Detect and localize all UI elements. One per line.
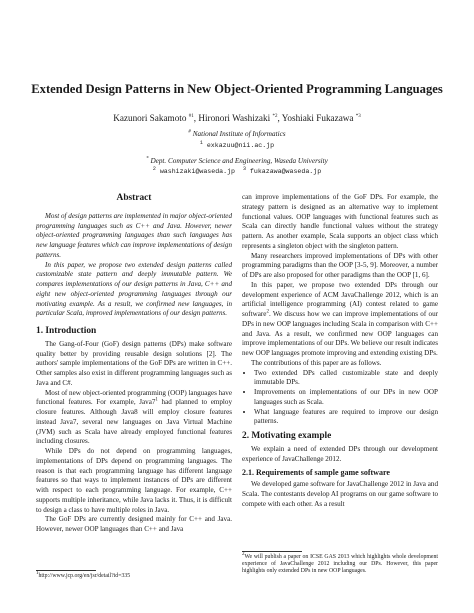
body-paragraph: While DPs do not depend on programming languages, implementations of DPs depend on programming languages. The reason is that each programming language has different language features so that ways to implement instances of DPs are different with respect to each programming language. For example, C++ supports multiple inheritance, while Java lacks it. Thus, it is difficult to design a class to have multiple roles in Java. <box>36 447 232 514</box>
body-paragraph: We explain a need of extended DPs through our development experience of JavaChallenge 2012. <box>242 444 438 463</box>
list-item: • Improvements on implementations of our DPs in new OOP languages such as Scala. <box>254 388 438 408</box>
abstract-paragraph: Most of design patterns are implemented in major object-oriented programming languages such as C++ and Java. However, newer object-oriented programming languages than such languages has new language features which can improve implementations of design patterns. <box>36 211 232 259</box>
author-mark: #1 <box>188 113 194 119</box>
abstract-paragraph: In this paper, we propose two extended design patterns called customizable state pattern and deeply immutable pattern. We compares implementations of our design patterns in Java, C++ and eight new object-oriented programming languages through our motivating example. As a result, we confirmed new languages, in particular Scala, improved implementations of our design patterns. <box>36 260 232 318</box>
footnote-mark: 1 <box>36 571 39 577</box>
contribution-list <box>242 369 438 428</box>
footnote-ref: 2 <box>266 309 269 315</box>
left-column <box>36 194 232 535</box>
email-mark: 3 <box>242 165 246 172</box>
body-paragraph: can improve implementations of the GoF DPs. For example, the strategy pattern is designed as an alternative way to implement functional values. OOP languages with functional features such as Scala can directly handle functional values without the strategy pattern. As another example, Scala supports an object class which represents a singleton object with the singleton pattern. <box>242 193 438 250</box>
email-address: exkazuu@nii.ac.jp <box>206 142 275 149</box>
section-heading: 2. Motivating example <box>242 431 332 441</box>
affiliation-name: National Institute of Informatics <box>192 130 286 138</box>
list-item: • What language features are required to improve our design patterns. <box>254 408 438 428</box>
email-mark: 2 <box>152 165 156 172</box>
body-paragraph: The GoF DPs are currently designed mainly for C++ and Java. However, newer OOP languages than C++ and Java <box>36 515 232 533</box>
body-text: . We discuss how we can improve implementations of our DPs in new OOP languages including Scala in comparison with C++ and Java. As a result, we confirmed new OOP languages can improve implementations of our DPs. We believe our result indicates new OOP languages promote improving and extending existing DPs. <box>242 310 438 357</box>
affiliation-mark: * <box>146 156 149 162</box>
author-list: Kazunori Sakamoto $^{\#1}$, Hironori Washizaki $^{*2}$, Yoshiaki Fukazawa $^{*3}$ <box>113 113 361 123</box>
author-name: Kazunori Sakamoto <box>113 113 187 123</box>
email-line <box>0 165 474 175</box>
email-address: fukazawa@waseda.jp <box>249 168 322 175</box>
paper-title: Extended Design Patterns in New Object-Oriented Programming Languages <box>31 82 443 96</box>
footnote <box>36 573 232 580</box>
body-paragraph <box>242 281 438 359</box>
email-line <box>0 139 474 149</box>
footnote-rule <box>36 570 96 571</box>
right-column <box>242 193 438 509</box>
affiliation <box>0 157 474 165</box>
subsection-heading: 2.1. Requirements of sample game software <box>242 468 390 478</box>
body-text: had planned to employ closure features. Although Java8 will employ closure features instead Java7, several new languages on Java Virtual Machine (JVM) such as Scala have already employed functional features including closures. <box>36 398 232 446</box>
body-text: Most of new object-oriented programming (OOP) languages have functional features. For example, Java7 <box>36 388 232 407</box>
footnote-text: We will publish a paper on ICSE GAS 2013 which highlights whole development experience of JavaChallenge 2012 including our DPs. However, this paper highlights only extended DPs in new OOP languages. <box>242 554 438 575</box>
affiliation <box>0 130 474 138</box>
footnote-block <box>242 551 438 576</box>
list-item: • Two extended DPs called customizable state and deeply immutable DPs. <box>254 369 438 389</box>
abstract-heading: Abstract <box>116 193 152 203</box>
email-mark: 1 <box>199 139 203 146</box>
footnote-rule <box>242 551 302 552</box>
body-paragraph <box>36 389 232 448</box>
author-mark: *3 <box>355 113 361 119</box>
author-mark: *2 <box>272 113 278 119</box>
email-address: washizaki@waseda.jp <box>159 168 236 175</box>
affiliation-mark: # <box>188 129 191 135</box>
body-text: In this paper, we propose two extended DPs through our development experience of ACM JavaChallenge 2012, which is an artificial intelligence programming (AI) contest related to game software <box>242 280 438 318</box>
footnote-ref: 1 <box>155 397 158 403</box>
body-paragraph: Many researchers improved implementations of DPs with other programming paradigms than the OOP [3-5, 9]. Moreover, a number of DPs are also proposed for other paradigms than the OOP [1, 6]. <box>242 251 438 279</box>
footnote-text: http://www.jcp.org/en/jsr/detail?id=335 <box>38 573 131 579</box>
footnote-mark: 2 <box>242 552 245 558</box>
body-paragraph: The contributions of this paper are as follows. <box>251 358 382 367</box>
author-name: Yoshiaki Fukazawa <box>281 113 354 123</box>
footnote <box>242 554 438 576</box>
affiliation-name: Dept. Computer Science and Engineering, Waseda University <box>150 157 328 165</box>
section-heading: 1. Introduction <box>36 326 97 336</box>
body-paragraph: The Gang-of-Four (GoF) design patterns (DPs) make software quality better by providing reusable design solutions [2]. The authors' sample implementations of the GoF DPs are written in C++. Other samples also exist in different programming languages such as Java and C#. <box>36 339 232 387</box>
author-name: Hironori Washizaki <box>198 113 271 123</box>
body-paragraph: We developed game software for JavaChallenge 2012 in Java and Scala. The contestants develop AI programs on our game software to compete with each other. As a result <box>242 480 438 508</box>
footnote-block <box>36 570 232 580</box>
